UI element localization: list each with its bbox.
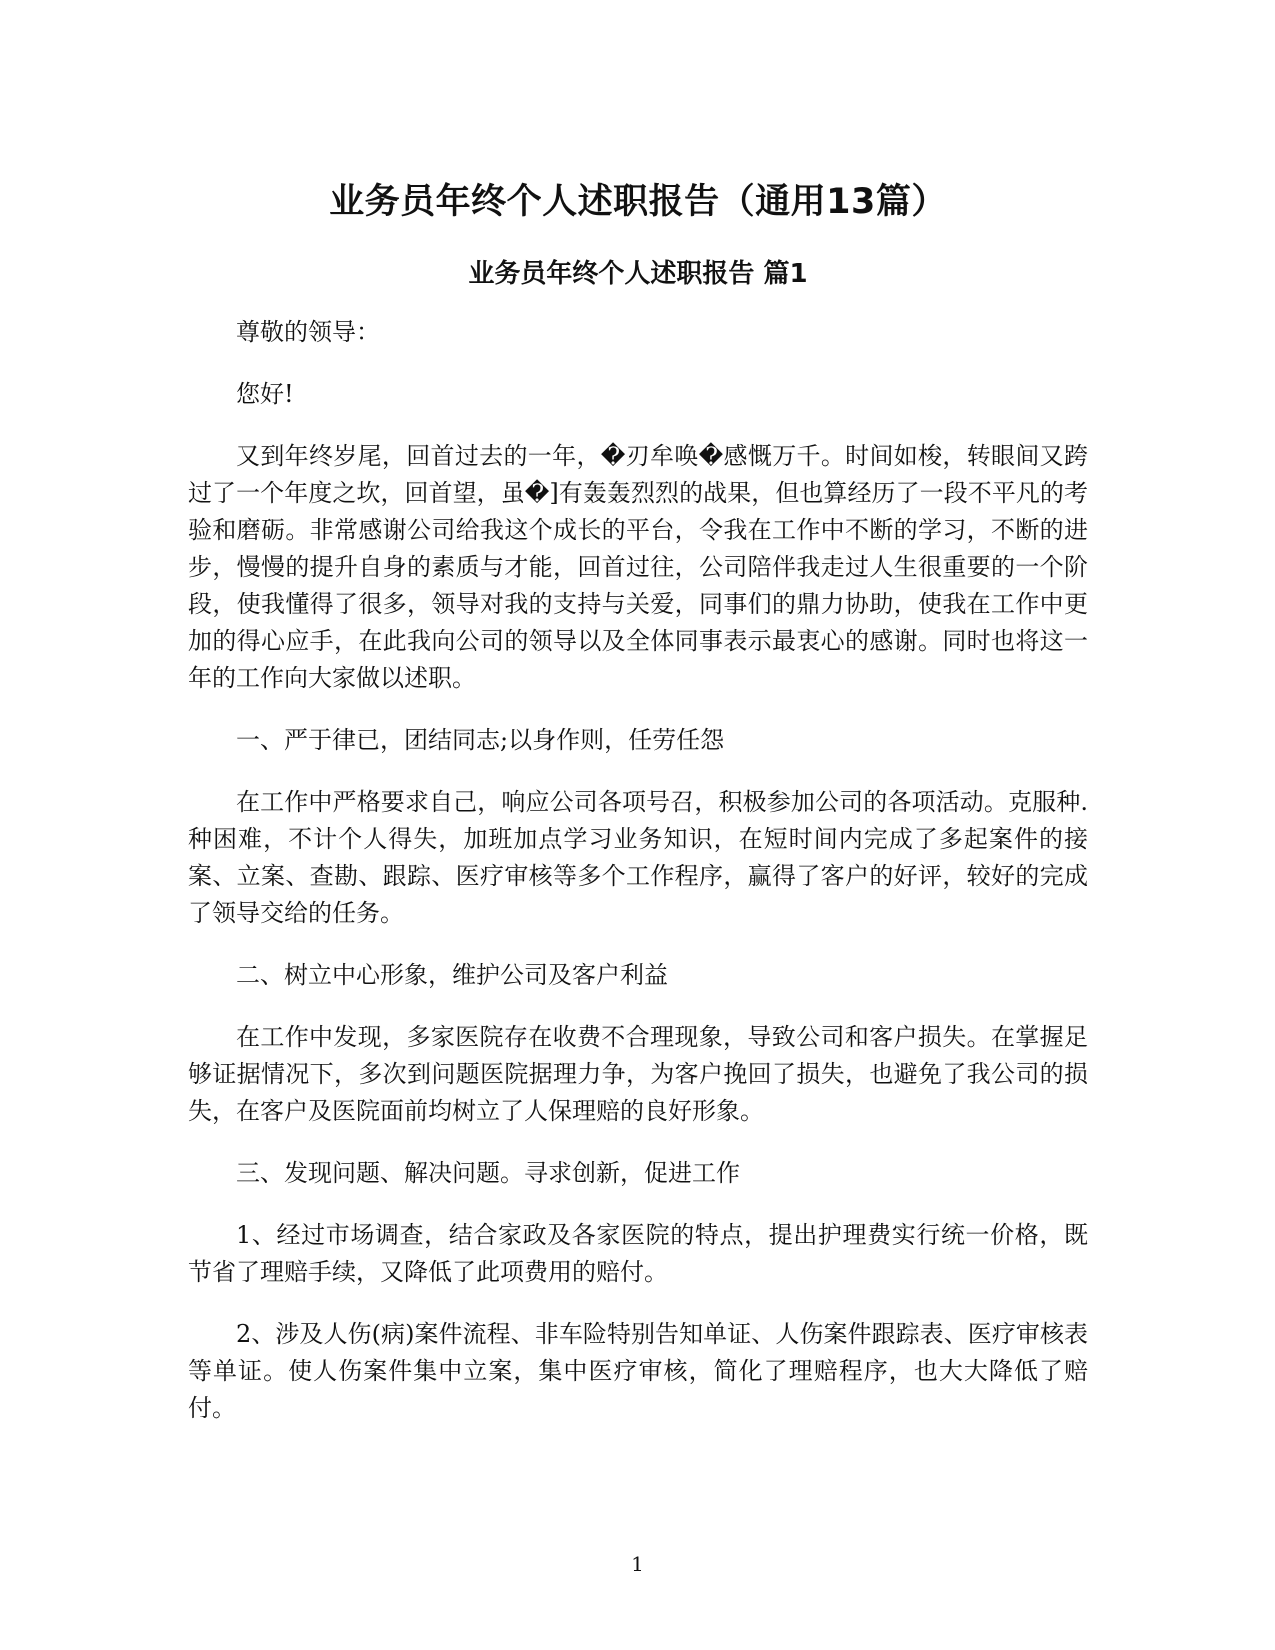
section-title: 业务员年终个人述职报告 篇1 xyxy=(468,259,808,289)
greeting: 您好! xyxy=(236,380,294,408)
heading-point-2: 二、树立中心形象，维护公司及客户利益 xyxy=(236,961,668,989)
paragraph-point-1: 在工作中严格要求自己，响应公司各项号召，积极参加公司的各项活动。克服种.种困难，不计个人得失，加班加点学习业务知识，在短时间内完成了多起案件的接案、立案、查勘、跟踪、医疗审核等多个工作程序，赢得了客户的好评，较好的完成了领导交给的任务。 xyxy=(188,788,1088,927)
page-number: 1 xyxy=(631,1552,644,1576)
list-item-1: 1、经过市场调查，结合家政及各家医院的特点，提出护理费实行统一价格，既节省了理赔手续，又降低了此项费用的赔付。 xyxy=(188,1221,1088,1286)
document-page xyxy=(188,160,1088,1452)
heading-point-1: 一、严于律已，团结同志;以身作则，任劳任怨 xyxy=(236,726,725,754)
paragraph-point-2: 在工作中发现，多家医院存在收费不合理现象，导致公司和客户损失。在掌握足够证据情况下，多次到问题医院据理力争，为客户挽回了损失，也避免了我公司的损失，在客户及医院面前均树立了人保理赔的良好形象。 xyxy=(188,1023,1088,1125)
paragraph-intro: 又到年终岁尾，回首过去的一年，�刃牟唤�感慨万千。时间如梭，转眼间又跨过了一个年度之坎，回首望，虽�]有轰轰烈烈的战果，但也算经历了一段不平凡的考验和磨砺。非常感谢公司给我这个成长的平台，令我在工作中不断的学习，不断的进步，慢慢的提升自身的素质与才能，回首过往，公司陪伴我走过人生很重要的一个阶段，使我懂得了很多，领导对我的支持与关爱，同事们的鼎力协助，使我在工作中更加的得心应手，在此我向公司的领导以及全体同事表示最衷心的感谢。同时也将这一年的工作向大家做以述职。 xyxy=(188,442,1088,692)
heading-point-3: 三、发现问题、解决问题。寻求创新，促进工作 xyxy=(236,1159,740,1187)
list-item-2: 2、涉及人伤(病)案件流程、非车险特别告知单证、人伤案件跟踪表、医疗审核表等单证。使人伤案件集中立案，集中医疗审核，简化了理赔程序，也大大降低了赔付。 xyxy=(188,1320,1088,1422)
document-title: 业务员年终个人述职报告（通用13篇） xyxy=(329,182,947,222)
salutation: 尊敬的领导： xyxy=(236,318,380,346)
